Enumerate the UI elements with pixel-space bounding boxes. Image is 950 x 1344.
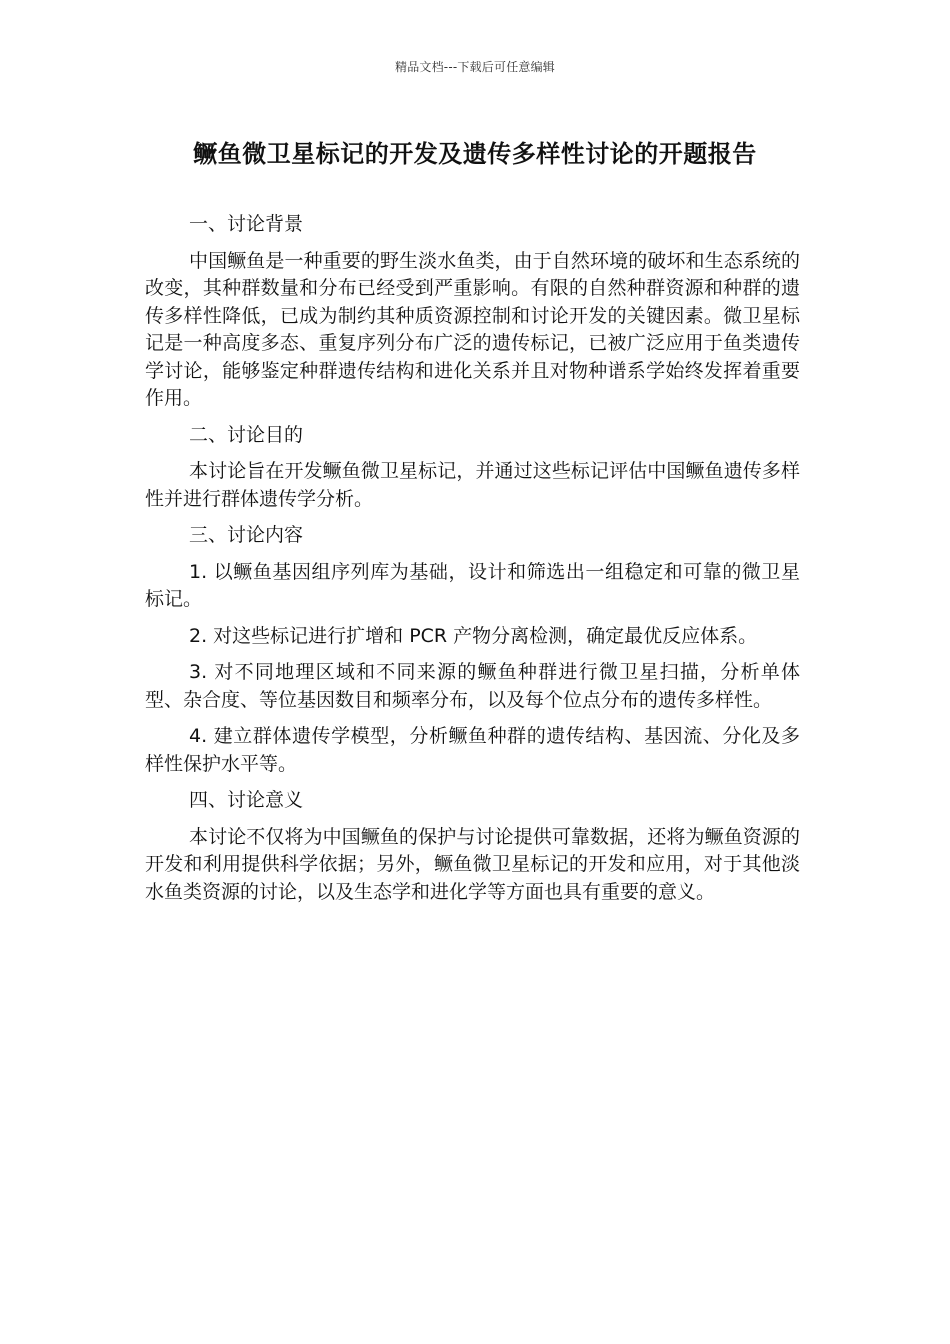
section-heading-purpose: 二、讨论目的: [189, 423, 304, 446]
paragraph-background: 中国鳜鱼是一种重要的野生淡水鱼类，由于自然环境的破坏和生态系统的改变，其种群数量和分布已经受到严重影响。有限的自然种群资源和种群的遗传多样性降低，已成为制约其种质资源控制和讨论开发的关键因素。微卫星标记是一种高度多态、重复序列分布广泛的遗传标记，已被广泛应用于鱼类遗传学讨论，能够鉴定种群遗传结构和进化关系并且对物种谱系学始终发挥着重要作用。: [145, 249, 800, 409]
section-heading-significance: 四、讨论意义: [189, 789, 304, 811]
paragraph-significance: 本讨论不仅将为中国鳜鱼的保护与讨论提供可靠数据，还将为鳜鱼资源的开发和利用提供科学依据；另外，鳜鱼微卫星标记的开发和应用，对于其他淡水鱼类资源的讨论，以及生态学和进化学等方面也具有重要的意义。: [145, 825, 800, 903]
content-item-3: 3. 对不同地理区域和不同来源的鳜鱼种群进行微卫星扫描，分析单体型、杂合度、等位基因数目和频率分布，以及每个位点分布的遗传多样性。: [145, 661, 800, 711]
document-title: 鳜鱼微卫星标记的开发及遗传多样性讨论的开题报告: [193, 140, 757, 168]
section-heading-content: 三、讨论内容: [189, 524, 304, 546]
content-item-2: 2. 对这些标记进行扩增和 PCR 产物分离检测，确定最优反应体系。: [189, 624, 758, 647]
content-item-4: 4. 建立群体遗传学模型，分析鳜鱼种群的遗传结构、基因流、分化及多样性保护水平等。: [145, 725, 800, 775]
paragraph-purpose: 本讨论旨在开发鳜鱼微卫星标记，并通过这些标记评估中国鳜鱼遗传多样性并进行群体遗传学分析。: [145, 460, 800, 510]
header-note: 精品文档---下载后可任意编辑: [395, 60, 555, 74]
content-item-1: 1. 以鳜鱼基因组序列库为基础，设计和筛选出一组稳定和可靠的微卫星标记。: [145, 560, 800, 610]
section-heading-background: 一、讨论背景: [189, 213, 304, 235]
document-body: [145, 211, 800, 915]
